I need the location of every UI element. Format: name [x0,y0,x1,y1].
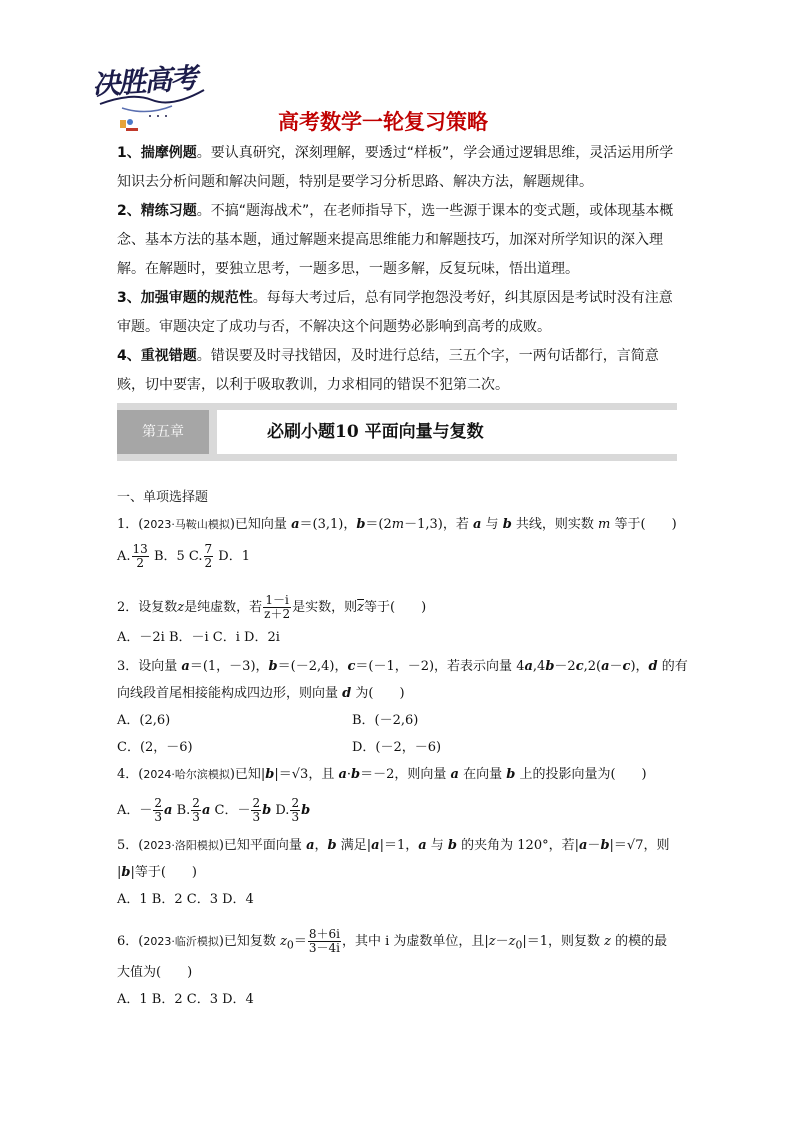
strategy-body: 。要认真研究，深刻理解，要透过“样板”，学会通过逻辑思维，灵活运用所学知识去分析问题和解决问题，特别是要学习分析思路、解决方法，解题规律。 [117,145,674,190]
q5-var: a [578,838,588,853]
q3-text: － [609,659,623,674]
logo-swoosh-icon [92,86,212,138]
q1-num: 1．( [117,517,144,532]
fraction [132,543,149,570]
q3-var: b [268,659,278,674]
q4-num: 4．( [117,767,144,782]
q5-text: |等于( ) [130,865,198,880]
question-5-options: A．1 B．2 C．3 D．4 [117,892,254,907]
strategy-heading: 2、精练习题 [117,203,197,219]
chapter-title: 必刷小题10 平面向量与复数 [267,422,484,442]
q3-var: c [575,659,584,674]
question-6-line-2: 大值为( ) [117,965,193,980]
q2-text: 是实数，则 [292,600,358,615]
section-label: 一、单项选择题 [117,490,209,505]
question-6 [117,928,667,956]
q1-text: ＝(3,1)， [299,517,357,532]
q5-text: |＝√7，则 [609,838,670,853]
q3-option-d: D．(－2，－6) [352,740,442,755]
q5-var: a [418,838,427,853]
q5-num: 5．( [117,838,144,853]
q3-var: a [524,659,533,674]
question-5 [117,836,669,856]
q6-text: － [495,934,509,949]
fraction-numerator: 13 [132,542,148,556]
fraction-denominator: 3 [252,810,261,824]
q3-text: ＝(－2,4)， [277,659,348,674]
q1-source: 2023·马鞍山模拟 [143,518,230,531]
q6-text: ＝ [293,934,307,949]
q6-var: z [280,934,287,949]
q4-text: ＝－2，则向量 [360,767,451,782]
strategy-body: 。不搞“题海战术”，在老师指导下，选一些源于课本的变式题，或体现基本概念、基本方法的基本题，通过解题来提高思维能力和解题技巧，加深对所学知识的深入理解。在解题时，要独立思考，一题多思，一题多解，反复玩味，悟出道理。 [117,203,674,277]
q5-text: 与 [426,838,448,853]
q5-text: 的夹角为 120°，若| [457,838,579,853]
q2-text: 等于( ) [364,600,427,615]
q4-text: 在向量 [458,767,507,782]
strategy-paragraph-4 [117,342,683,400]
q4-var: a [164,803,173,818]
q2-var: z [177,600,185,615]
q5-text: | [117,865,122,880]
q5-text: )已知平面向量 [218,838,307,853]
q3-text: 3．设向量 [117,659,182,674]
q1-text: 等于( ) [610,517,677,532]
fraction-denominator: 3－4i [308,941,340,955]
q5-var: b [600,838,610,853]
q1-var: b [502,517,512,532]
q5-text: － [587,838,601,853]
logo-text: 决胜高考 [91,61,198,102]
banner-divider [209,410,217,454]
q3-text: ＝(－1，－2)，若表示向量 4 [355,659,525,674]
q4-text: 上的投影向量为( ) [515,767,647,782]
q6-var: z [604,934,612,949]
q6-text: ，其中 i 为虚数单位，且| [341,934,489,949]
fraction-numerator: 8＋6i [308,927,340,941]
banner-bottom-bar [117,454,677,461]
fraction-denominator: 3 [192,810,200,824]
q4-var: b [262,803,272,818]
q4-var: a [201,803,211,818]
q6-text: |＝1，则复数 [522,934,605,949]
fraction-numerator: 7 [204,542,213,556]
fraction-denominator: 2 [204,556,213,570]
fraction [308,928,341,955]
question-3 [117,657,688,677]
question-1-options [117,543,250,570]
q5-var: b [121,865,131,880]
q5-var: a [306,838,315,853]
q6-subscript: 0 [515,938,523,952]
q3-var: c [347,659,356,674]
strategy-paragraph-1 [117,139,683,197]
strategy-heading: 4、重视错题 [117,348,197,364]
question-4-options [117,797,310,824]
q5-text: ， [314,838,328,853]
q1-var: a [472,517,482,532]
q3-text: 为( ) [351,686,405,701]
fraction-denominator: 2 [136,556,144,570]
q3-var: a [181,659,190,674]
q5-var: a [371,838,380,853]
fraction-numerator: 2 [291,796,300,810]
q1-text: 与 [481,517,503,532]
q2-var: $\overline{z}$ [357,600,364,615]
q3-text: 的有 [657,659,688,674]
q1-text: ＝(2 [365,517,392,532]
strategy-paragraph-2 [117,197,683,284]
q3-option-a: A．(2,6) [117,713,171,728]
question-4 [117,765,647,785]
question-6-options: A．1 B．2 C．3 D．4 [117,992,254,1007]
fraction [191,797,201,824]
question-5-line-2 [117,863,197,883]
q3-text: ,4 [532,659,546,674]
strategy-paragraph-3 [117,284,683,342]
q4-var: a [338,767,347,782]
strategy-heading: 3、加强审题的规范性 [117,290,253,306]
question-1 [117,515,677,535]
fraction [290,797,300,824]
q3-text: 向线段首尾相接能构成四边形，则向量 [117,686,343,701]
q3-var: d [648,659,658,674]
q4-text: |＝√3，且 [274,767,339,782]
q4-option: C．－ [210,803,251,818]
fraction-denominator: z＋2 [264,607,291,621]
q6-var: z [508,934,516,949]
q1-text: 共线，则实数 [511,517,599,532]
q6-num: 6．( [117,934,144,949]
question-3-line-2 [117,684,405,704]
q5-text: 满足| [336,838,372,853]
logo [92,58,212,138]
q5-var: b [327,838,337,853]
q3-var: a [601,659,610,674]
strategy-heading: 1、揣摩例题 [117,145,197,161]
q5-var: b [447,838,458,853]
fraction-numerator: 2 [192,796,200,810]
q6-text: 的模的最 [611,934,668,949]
q4-var: b [506,767,516,782]
q3-option-b: B．(－2,6) [352,713,419,728]
q4-option: A．－ [117,803,153,818]
q1-var: m [391,517,405,532]
q1-var: a [291,517,300,532]
q3-var: c [622,659,631,674]
fraction [251,797,261,824]
q2-text: 是纯虚数，若 [184,600,263,615]
q3-text: ＝(1，－3)， [189,659,269,674]
chapter-tag: 第五章 [117,410,209,454]
q5-text: |＝1， [379,838,419,853]
question-2 [117,594,426,621]
document-title: 高考数学一轮复习策略 [278,110,488,134]
fraction-numerator: 1－i [263,594,291,608]
q6-text: )已知复数 [218,934,281,949]
q3-text: ,2( [583,659,602,674]
q1-text: )已知向量 [229,517,292,532]
q1-option: B．5 C. [149,549,203,564]
q6-var: z [488,934,496,949]
fraction [204,543,214,570]
strategy-body: 。每每大考过后，总有同学抱怨没考好，纠其原因是考试时没有注意审题。审题决定了成功与否，不解决这个问题势必影响到高考的成败。 [117,290,673,335]
q3-option-c: C．(2，－6) [117,740,193,755]
q4-option: D. [271,803,290,818]
fraction [153,797,163,824]
q4-var: b [265,767,275,782]
q6-subscript: 0 [286,938,294,952]
q3-text: －2 [554,659,576,674]
fraction [263,594,291,621]
q1-text: －1,3)，若 [404,517,473,532]
question-2-options: A．－2i B．－i C．i D．2i [117,630,280,645]
q4-var: b [301,803,311,818]
q2-text: 2．设复数 [117,600,178,615]
q1-var: m [598,517,611,532]
q4-var: a [450,767,459,782]
q4-option: B. [172,803,191,818]
strategy-body: 。错误要及时寻找错因，及时进行总结，三五个字，一两句话都行，言简意赅，切中要害，以利于吸取教训，力求相同的错误不犯第二次。 [117,348,659,393]
q5-source: 2023·洛阳模拟 [143,839,219,852]
q1-var: b [356,517,366,532]
banner-top-bar [117,403,677,410]
q3-var: b [545,659,555,674]
q6-source: 2023·临沂模拟 [143,935,219,948]
q3-var: d [342,686,352,701]
q4-text: )已知| [229,767,266,782]
fraction-denominator: 3 [154,810,163,824]
q1-option: D．1 [214,549,250,564]
chapter-banner [117,403,677,461]
q4-text: · [346,767,352,782]
fraction-denominator: 3 [291,810,300,824]
q4-source: 2024·哈尔滨模拟 [143,768,230,781]
fraction-numerator: 2 [154,796,163,810]
q4-var: b [351,767,361,782]
q3-text: )， [630,659,649,674]
q1-option: A. [117,549,131,564]
fraction-numerator: 2 [252,796,261,810]
